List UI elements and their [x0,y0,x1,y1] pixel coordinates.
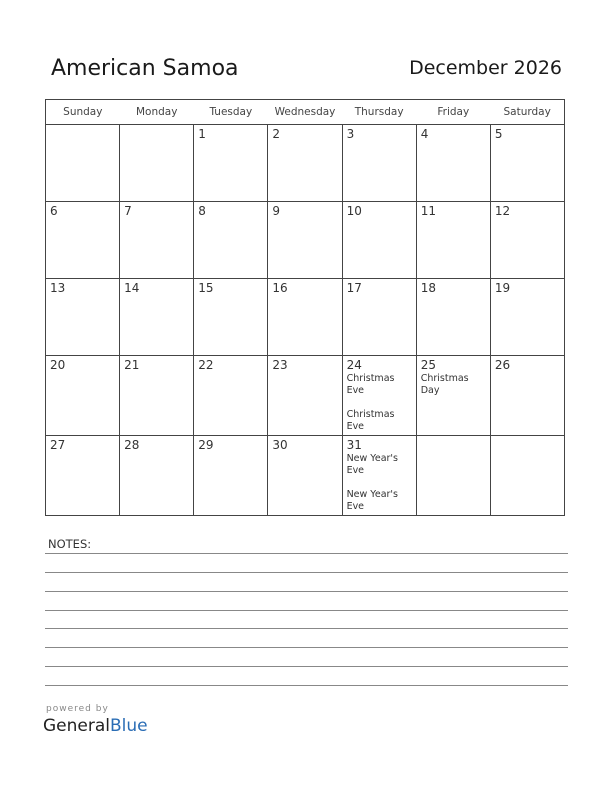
weekday-header: Wednesday [268,100,342,125]
calendar-day-cell [490,279,564,356]
brand-general: General [43,716,110,736]
day-number: 27 [50,438,66,452]
day-number: 11 [420,204,436,218]
calendar-day-cell [268,279,342,356]
weekday-header: Sunday [46,100,120,125]
calendar-day-cell [120,125,194,202]
day-number: 5 [494,127,503,141]
calendar-day-cell [46,356,120,436]
day-number: 28 [124,438,140,452]
day-number: 18 [420,281,436,295]
day-number: 2 [272,127,281,141]
calendar-day-cell [490,125,564,202]
calendar-day-cell [120,436,194,516]
calendar-day-cell [194,436,268,516]
calendar-day-cell [268,202,342,279]
notes-line [45,572,568,573]
calendar-day-cell [490,436,564,516]
day-number: 15 [198,281,214,295]
day-number: 21 [124,358,140,372]
calendar-day-cell [268,356,342,436]
calendar-day-cell [490,356,564,436]
notes-label: NOTES: [48,537,92,551]
day-number: 8 [198,204,206,218]
calendar-day-cell [194,125,268,202]
calendar-day-cell [46,202,120,279]
calendar-day-cell [342,125,416,202]
day-number: 20 [50,358,66,372]
notes-line [45,628,568,629]
day-number: 30 [272,438,288,452]
calendar-week-row [46,202,565,279]
day-number: 25 [420,358,436,372]
day-number: 9 [272,204,281,218]
calendar-day-cell [416,356,490,436]
weekday-header: Saturday [490,100,564,125]
calendar-day-cell [268,125,342,202]
day-number: 31 [346,438,362,452]
day-number: 6 [50,204,58,218]
day-number: 14 [124,281,140,295]
day-number: 17 [346,281,362,295]
day-number: 10 [346,204,362,218]
calendar-grid [45,99,565,516]
holiday-event: Christmas Day [420,373,469,396]
day-number: 3 [346,127,355,141]
holiday-event: Christmas Eve [346,373,395,396]
calendar-day-cell [416,436,490,516]
day-number: 12 [494,204,511,218]
calendar-week-row [46,125,565,202]
holiday-event: Christmas Eve [346,409,395,432]
day-number: 23 [272,358,288,372]
holiday-event: New Year's Eve [346,453,398,476]
weekday-header: Monday [120,100,194,125]
holiday-event: New Year's Eve [346,489,398,512]
calendar-day-cell [342,202,416,279]
weekday-header: Tuesday [194,100,268,125]
calendar-week-row [46,436,565,516]
calendar-country-title: American Samoa [51,56,239,81]
day-number: 29 [198,438,214,452]
day-number: 7 [124,204,132,218]
calendar-week-row [46,356,565,436]
calendar-day-cell [120,356,194,436]
calendar-month-year: December 2026 [409,57,562,79]
notes-line [45,610,568,611]
day-number: 19 [494,281,511,295]
day-number: 26 [494,358,511,372]
weekday-header: Thursday [342,100,416,125]
calendar-day-cell [120,279,194,356]
calendar-day-cell [194,279,268,356]
calendar-day-cell [342,356,416,436]
day-number: 24 [346,358,362,372]
day-number: 16 [272,281,288,295]
calendar-day-cell [194,356,268,436]
notes-line [45,591,568,592]
calendar-day-cell [342,279,416,356]
calendar-day-cell [46,279,120,356]
day-number: 1 [198,127,206,141]
calendar-day-cell [46,125,120,202]
calendar-day-cell [194,202,268,279]
powered-by-text: powered by [46,704,109,714]
calendar-day-cell [416,125,490,202]
notes-line [45,666,568,667]
notes-line [45,685,568,686]
calendar-day-cell [490,202,564,279]
day-number: 4 [420,127,429,141]
day-number: 13 [50,281,66,295]
calendar-day-cell [416,279,490,356]
brand-blue: Blue [110,716,148,736]
calendar-day-cell [416,202,490,279]
calendar-week-row [46,279,565,356]
calendar-day-cell [120,202,194,279]
notes-line [45,647,568,648]
weekday-header-row [46,100,565,125]
notes-line [45,553,568,554]
calendar-day-cell [342,436,416,516]
weekday-header: Friday [416,100,490,125]
calendar-day-cell [268,436,342,516]
calendar-day-cell [46,436,120,516]
day-number: 22 [198,358,214,372]
generalblue-logo[interactable] [43,716,148,736]
